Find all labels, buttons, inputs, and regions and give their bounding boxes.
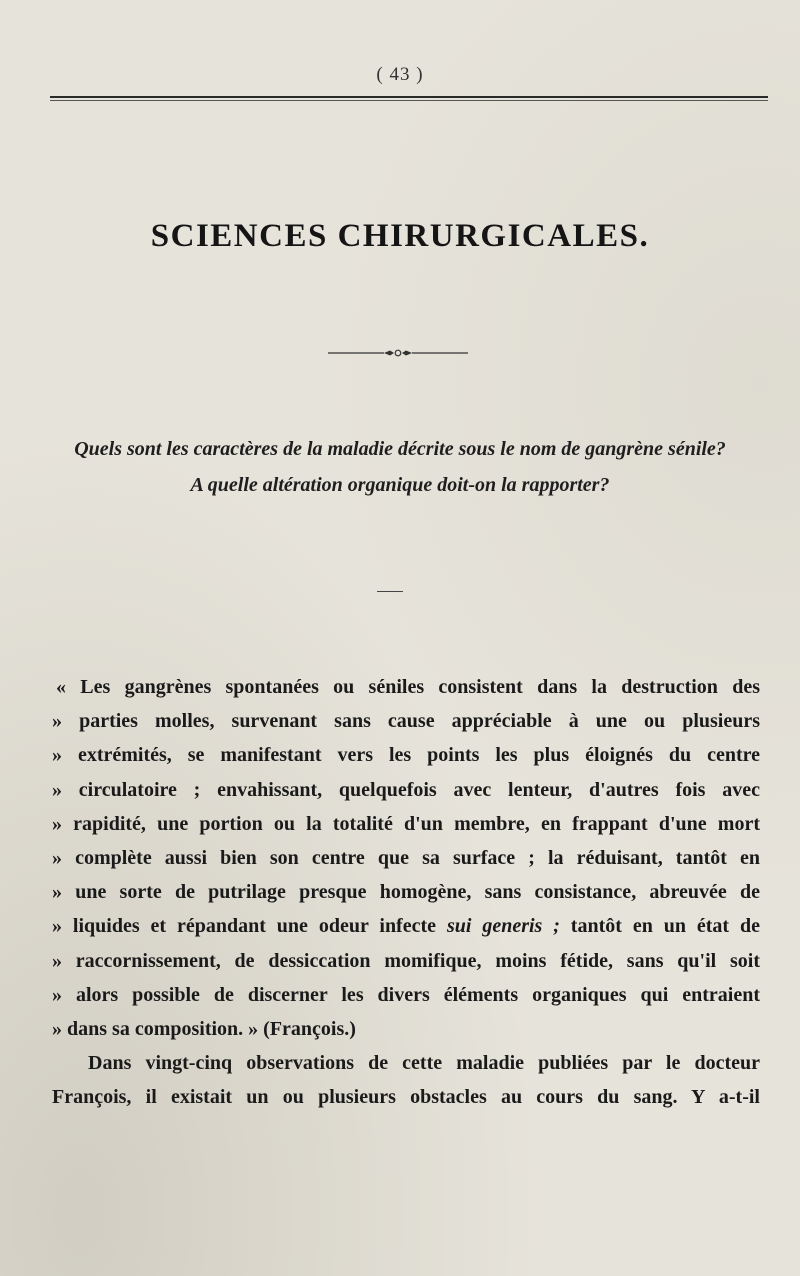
body-line-9: » raccornissement, de dessiccation momifique, moins fétide, sans qu'il soit xyxy=(52,949,760,972)
header-rule-thin xyxy=(50,100,768,101)
body-text xyxy=(52,670,760,1114)
body-line-12: Dans vingt-cinq observations de cette maladie publiées par le docteur xyxy=(88,1052,760,1075)
header-rule xyxy=(50,96,768,98)
page-number: ( 43 ) xyxy=(376,64,424,85)
body-line-10: » alors possible de discerner les divers éléments organiques qui entraient xyxy=(52,983,760,1006)
question-line-1: Quels sont les caractères de la maladie décrite sous le nom de gangrène sénile? xyxy=(74,438,726,460)
body-line-5: » rapidité, une portion ou la totalité d'un membre, en frappant d'une mort xyxy=(52,812,760,835)
section-title: SCIENCES CHIRURGICALES. xyxy=(150,218,650,254)
body-line-8-end: tantôt en un état de xyxy=(559,915,760,938)
body-line-1: « Les gangrènes spontanées ou séniles consistent dans la destruction des xyxy=(56,676,760,698)
short-divider xyxy=(377,591,403,592)
body-line-13: François, il existait un ou plusieurs obstacles au cours du sang. Y a-t-il xyxy=(52,1086,760,1109)
body-line-8-start: » liquides et répandant une odeur infecte xyxy=(52,915,447,938)
body-line-7: » une sorte de putrilage presque homogène, sans consistance, abreuvée de xyxy=(52,881,760,904)
ornament-divider-icon xyxy=(328,349,468,357)
latin-phrase: sui generis ; xyxy=(446,915,560,938)
body-line-3: » extrémités, se manifestant vers les points les plus éloignés du centre xyxy=(52,744,760,767)
body-line-2: » parties molles, survenant sans cause appréciable à une ou plusieurs xyxy=(52,710,760,733)
body-line-4: » circulatoire ; envahissant, quelquefois avec lenteur, d'autres fois avec xyxy=(52,778,760,801)
question-line-2: A quelle altération organique doit-on la rapporter? xyxy=(190,474,610,496)
body-line-8 xyxy=(52,909,760,943)
body-line-11: » dans sa composition. » (François.) xyxy=(52,1017,356,1040)
body-line-6: » complète aussi bien son centre que sa surface ; la réduisant, tantôt en xyxy=(52,846,760,869)
